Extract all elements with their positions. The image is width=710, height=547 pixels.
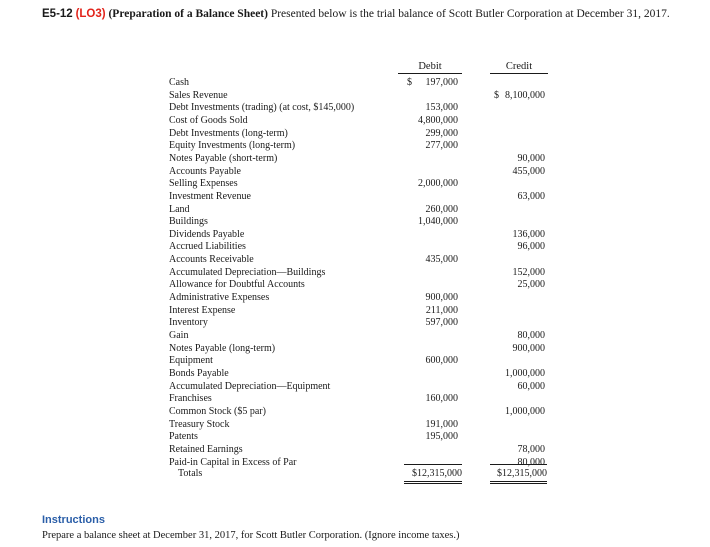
table-row: [0, 291, 710, 304]
account-name: Sales Revenue: [169, 89, 228, 101]
instructions-title: Instructions: [42, 514, 105, 526]
totals-label: Totals: [178, 468, 203, 479]
table-row: [0, 165, 710, 178]
exercise-intro: Presented below is the trial balance of Scott Butler Corporation at December 31, 2017.: [270, 8, 670, 20]
credit-amount: 900,000: [512, 342, 545, 354]
account-name: Allowance for Doubtful Accounts: [169, 279, 305, 291]
debit-amount: 195,000: [425, 431, 458, 443]
table-row: [0, 430, 710, 443]
credit-amount: 136,000: [512, 228, 545, 240]
credit-dollar-sign: $: [494, 89, 499, 101]
table-row: [0, 392, 710, 405]
credit-amount: 1,000,000: [505, 367, 545, 379]
table-row: [0, 228, 710, 241]
debit-amount: 600,000: [425, 355, 458, 367]
debit-dollar-sign: $: [407, 77, 412, 88]
credit-double-rule-bottom: [490, 483, 547, 484]
account-name: Investment Revenue: [169, 190, 251, 202]
table-row: [0, 266, 710, 279]
account-name: Land: [169, 203, 190, 215]
account-name: Cost of Goods Sold: [169, 114, 248, 126]
account-name: Accumulated Depreciation—Buildings: [169, 266, 326, 278]
table-row: [0, 190, 710, 203]
table-row: [0, 304, 710, 317]
credit-amount: 455,000: [512, 165, 545, 177]
account-name: Administrative Expenses: [169, 292, 270, 304]
table-row: [0, 76, 710, 89]
account-name: Debt Investments (trading) (at cost, $145,000): [169, 102, 355, 114]
credit-amount: 80,000: [517, 330, 545, 341]
account-name: Inventory: [169, 317, 208, 329]
exercise-heading: [42, 8, 692, 21]
total-debit: $12,315,000: [412, 468, 462, 479]
debit-amount: 4,800,000: [418, 114, 458, 126]
account-name: Gain: [169, 330, 189, 341]
account-name: Selling Expenses: [169, 178, 238, 190]
account-name: Franchises: [169, 393, 212, 405]
table-row: [0, 203, 710, 216]
table-row: [0, 101, 710, 114]
debit-amount: 435,000: [425, 254, 458, 266]
account-name: Accounts Receivable: [169, 254, 254, 266]
table-row: [0, 443, 710, 456]
table-row: [0, 177, 710, 190]
credit-amount: 8,100,000: [505, 89, 545, 101]
account-name: Common Stock ($5 par): [169, 405, 266, 417]
table-row: [0, 329, 710, 342]
table-row: [0, 278, 710, 291]
table-row: [0, 367, 710, 380]
debit-amount: 260,000: [425, 203, 458, 215]
debit-amount: 2,000,000: [418, 178, 458, 190]
table-row: [0, 240, 710, 253]
debit-amount: 900,000: [425, 292, 458, 304]
credit-column-header: Credit: [490, 61, 548, 74]
account-name: Dividends Payable: [169, 228, 245, 240]
total-credit: $12,315,000: [497, 468, 547, 479]
table-row: [0, 114, 710, 127]
instructions-text: Prepare a balance sheet at December 31, 2017, for Scott Butler Corporation. (Ignore income taxes.): [42, 530, 460, 541]
account-name: Accrued Liabilities: [169, 241, 246, 253]
exercise-number: E5-12: [42, 8, 73, 20]
debit-sum-rule: [404, 464, 462, 465]
account-name: Interest Expense: [169, 304, 236, 316]
credit-amount: 63,000: [517, 190, 545, 202]
table-row: [0, 342, 710, 355]
debit-amount: 597,000: [425, 317, 458, 329]
credit-amount: 1,000,000: [505, 405, 545, 417]
exercise-title: (Preparation of a Balance Sheet): [108, 8, 268, 20]
credit-amount: 78,000: [517, 443, 545, 455]
debit-amount: 277,000: [425, 140, 458, 152]
account-name: Treasury Stock: [169, 418, 230, 430]
account-name: Cash: [169, 77, 189, 88]
account-name: Notes Payable (long-term): [169, 342, 276, 354]
table-row: [0, 89, 710, 102]
debit-double-rule-bottom: [404, 483, 462, 484]
account-name: Patents: [169, 431, 198, 443]
debit-amount: 1,040,000: [418, 216, 458, 228]
account-name: Buildings: [169, 216, 208, 228]
debit-amount: 211,000: [425, 304, 458, 316]
account-name: Debt Investments (long-term): [169, 127, 288, 139]
table-row: [0, 316, 710, 329]
table-row: [0, 215, 710, 228]
account-name: Accumulated Depreciation—Equipment: [169, 380, 331, 392]
debit-amount: 197,000: [425, 77, 458, 88]
table-row: [0, 253, 710, 266]
table-row: [0, 354, 710, 367]
debit-amount: 299,000: [425, 127, 458, 139]
credit-double-rule-top: [490, 481, 547, 482]
account-name: Equity Investments (long-term): [169, 140, 296, 152]
table-row: [0, 405, 710, 418]
learning-objective: (LO3): [75, 8, 106, 20]
credit-amount: 80,000: [517, 456, 545, 468]
account-name: Accounts Payable: [169, 165, 241, 177]
account-name: Paid-in Capital in Excess of Par: [169, 456, 297, 468]
debit-amount: 160,000: [425, 393, 458, 405]
credit-amount: 90,000: [517, 152, 545, 164]
table-row: [0, 380, 710, 393]
debit-double-rule-top: [404, 481, 462, 482]
debit-amount: 153,000: [425, 102, 458, 114]
account-name: Equipment: [169, 355, 213, 367]
debit-amount: 191,000: [425, 418, 458, 430]
credit-sum-rule: [490, 464, 547, 465]
table-row: [0, 152, 710, 165]
table-row: [0, 127, 710, 140]
table-row: [0, 139, 710, 152]
table-row: [0, 418, 710, 431]
credit-amount: 25,000: [517, 279, 545, 291]
credit-amount: 152,000: [512, 266, 545, 278]
account-name: Bonds Payable: [169, 367, 229, 379]
account-name: Retained Earnings: [169, 443, 243, 455]
account-name: Notes Payable (short-term): [169, 152, 278, 164]
credit-amount: 96,000: [517, 241, 545, 253]
debit-column-header: Debit: [398, 61, 462, 74]
table-row: [0, 456, 710, 469]
credit-amount: 60,000: [517, 380, 545, 392]
